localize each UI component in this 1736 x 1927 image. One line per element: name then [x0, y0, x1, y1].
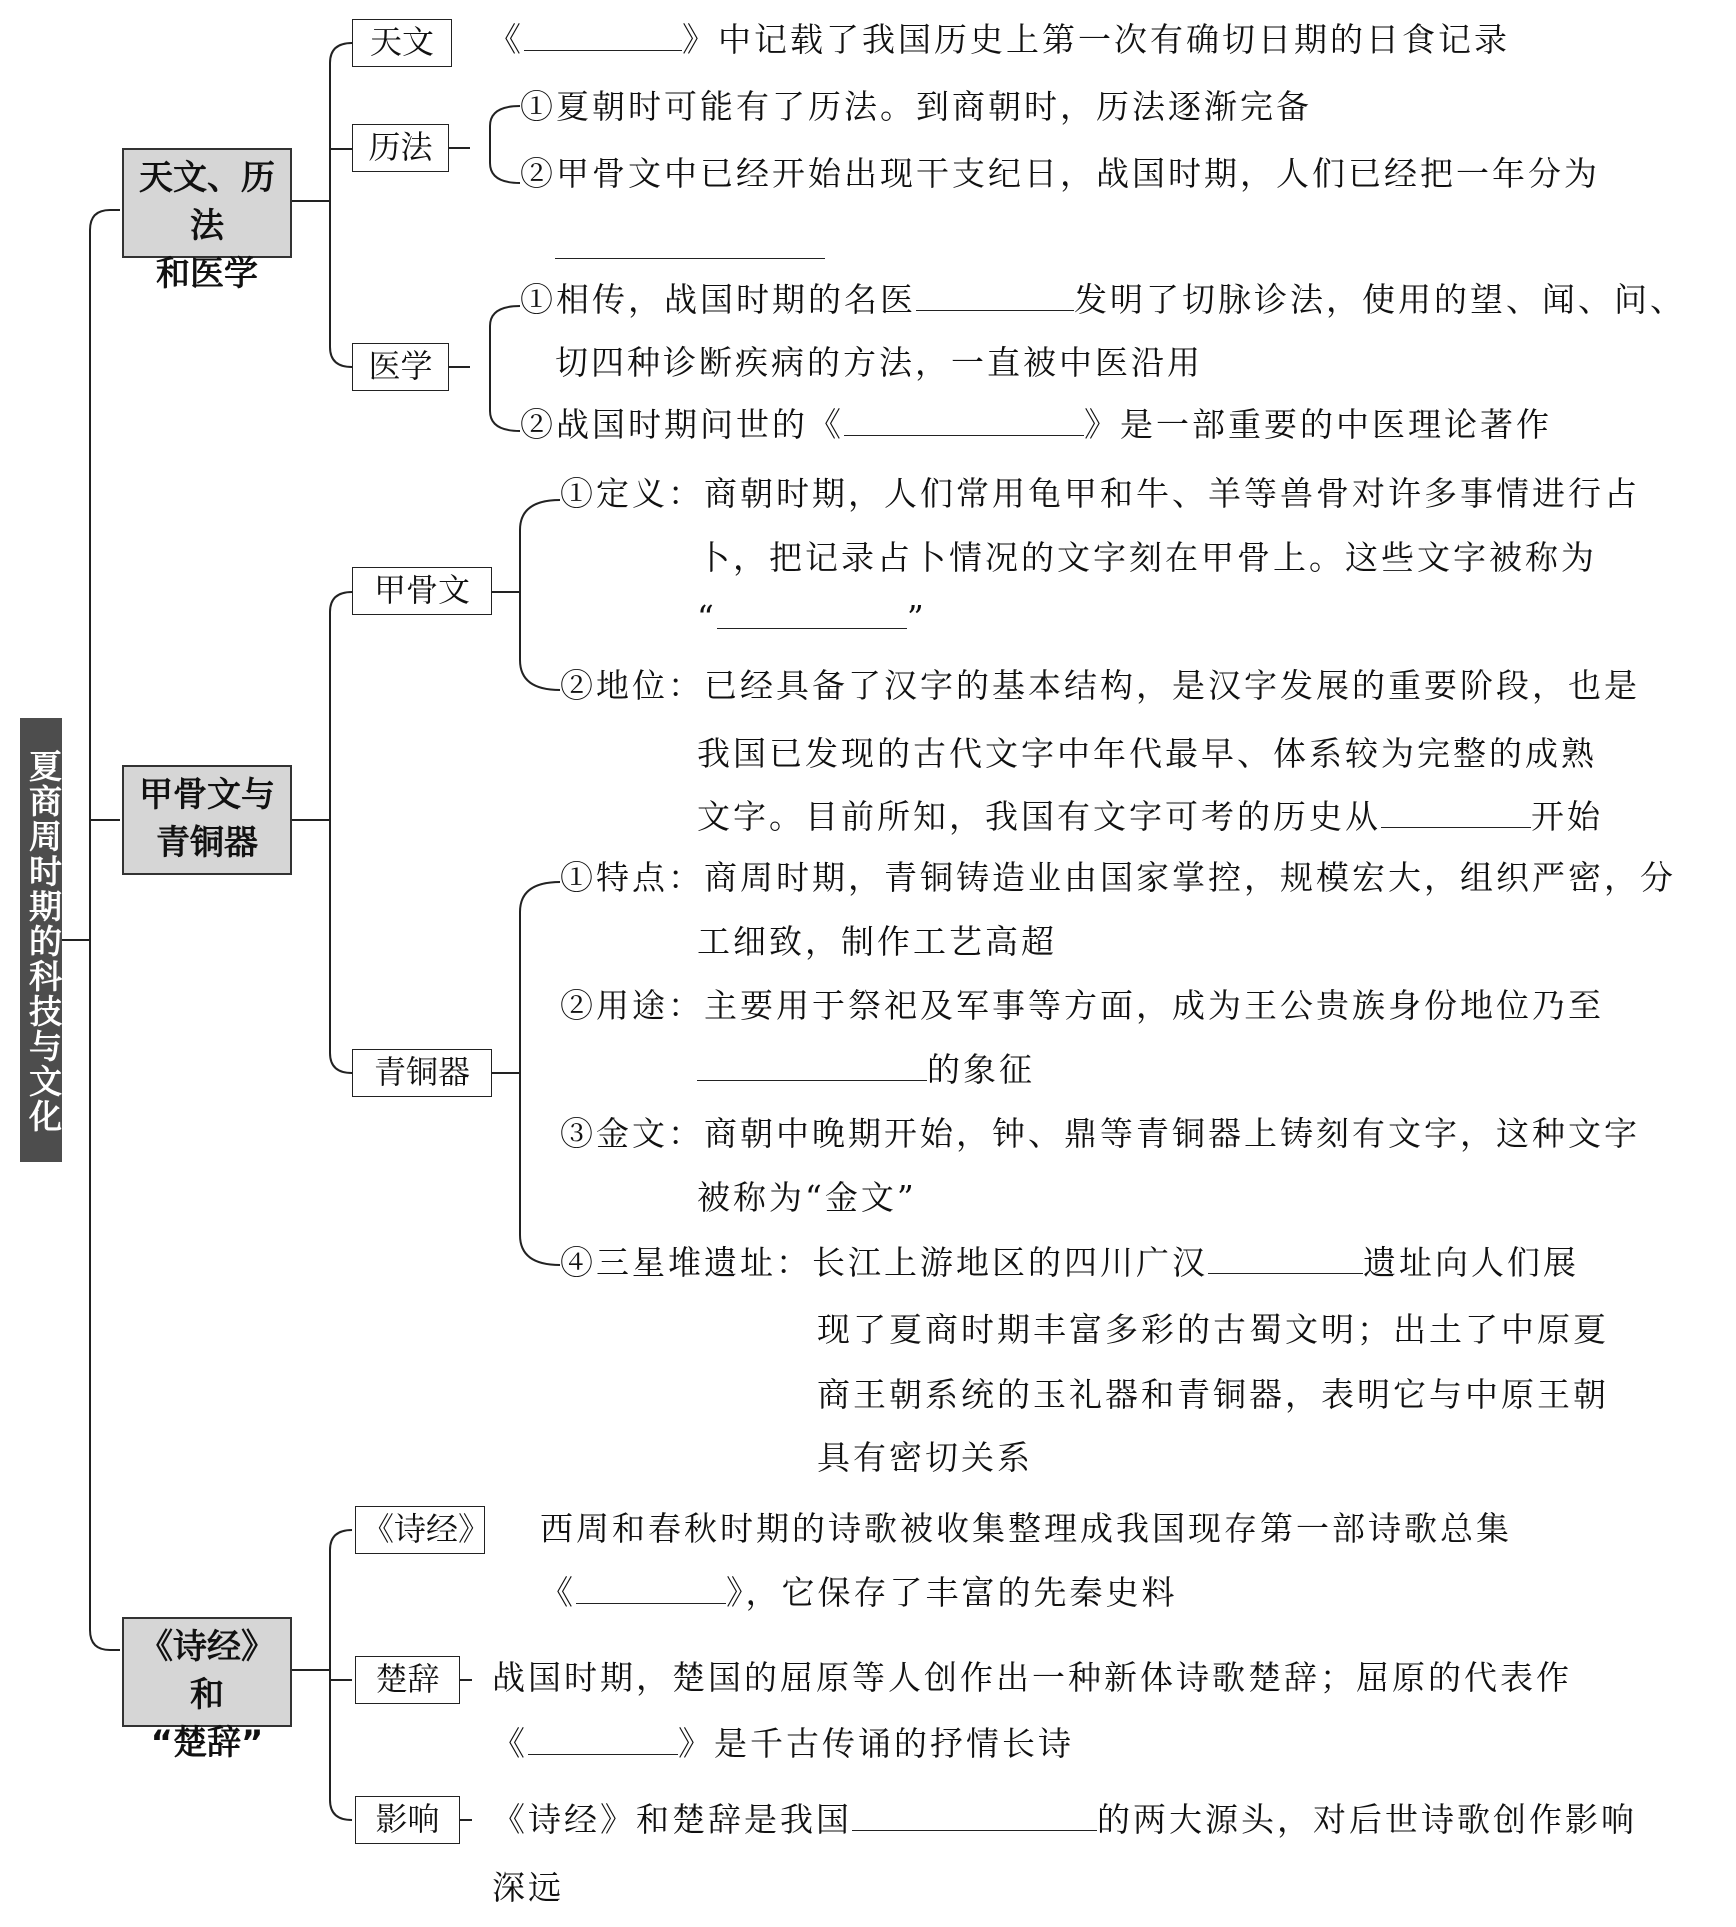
leaf-chuci: 楚辞 [355, 1656, 460, 1704]
text-part: 遗址向人们展 [1363, 1243, 1579, 1282]
shijing-line-2 [540, 1575, 1178, 1611]
branch-label-line1: 天文、历法 [139, 158, 275, 246]
shijing-line-1: 西周和春秋时期的诗歌被收集整理成我国现存第一部诗歌总集 [540, 1509, 1512, 1548]
fill-blank [852, 1802, 1097, 1831]
leaf-medicine: 医学 [352, 343, 449, 391]
oracle-definition-2: 卜，把记录占卜情况的文字刻在甲骨上。这些文字被称为 [697, 538, 1597, 577]
branch-shijing-chuci [122, 1617, 292, 1763]
text-part: 开始 [1531, 797, 1603, 836]
calendar-item-1: ①夏朝时可能有了历法。到商朝时，历法逐渐完备 [520, 87, 1312, 126]
leaf-shijing: 《诗经》 [355, 1506, 485, 1554]
item-head: ③金文： [560, 1114, 704, 1153]
branch-label-line2: 青铜器 [156, 823, 258, 863]
item-head: ①定义： [560, 474, 704, 513]
text-part: 》中记载了我国历史上第一次有确切日期的日食记录 [682, 20, 1510, 59]
fill-blank [717, 600, 907, 629]
text-part: 《 [540, 1573, 576, 1612]
text-part: 文字。目前所知，我国有文字可考的历史从 [697, 797, 1381, 836]
text-part: 已经具备了汉字的基本结构，是汉字发展的重要阶段，也是 [704, 666, 1640, 705]
branch-label-line2: 和医学 [156, 254, 258, 294]
calendar-blank-line [555, 230, 825, 266]
oracle-definition-1 [560, 476, 1640, 512]
text-part: 》是一部重要的中医理论著作 [1084, 405, 1552, 444]
bronze-uses-2 [697, 1052, 1035, 1088]
oracle-status-2: 我国已发现的古代文字中年代最早、体系较为完整的成熟 [697, 734, 1597, 773]
chuci-line-2 [492, 1726, 1074, 1762]
branch-label-line2: “楚辞” [150, 1723, 264, 1763]
text-part: ①相传，战国时期的名医 [520, 280, 916, 319]
text-part: “ [697, 598, 717, 637]
bronze-jinwen-1 [560, 1116, 1640, 1152]
text-part: 的两大源头，对后世诗歌创作影响 [1097, 1800, 1637, 1839]
sanxingdui-3: 商王朝系统的玉礼器和青铜器，表明它与中原王朝 [817, 1375, 1609, 1414]
bronze-uses-1 [560, 988, 1604, 1024]
medicine-item-2 [520, 407, 1552, 443]
sanxingdui-1 [560, 1245, 1579, 1281]
branch-oracle-bronze [122, 765, 292, 875]
text-part: 《诗经》和楚辞是我国 [492, 1800, 852, 1839]
fill-blank [1208, 1245, 1363, 1274]
influence-line-2: 深远 [492, 1868, 564, 1907]
fill-blank [576, 1575, 726, 1604]
leaf-bronze: 青铜器 [352, 1049, 492, 1097]
text-part: 发明了切脉诊法，使用的望、闻、问、 [1074, 280, 1686, 319]
item-head: ①特点： [560, 858, 704, 897]
text-part: 商朝中晚期开始，钟、鼎等青铜器上铸刻有文字，这种文字 [704, 1114, 1640, 1153]
text-part: 主要用于祭祀及军事等方面，成为王公贵族身份地位乃至 [704, 986, 1604, 1025]
fill-blank [1381, 799, 1531, 828]
chuci-line-1: 战国时期，楚国的屈原等人创作出一种新体诗歌楚辞；屈原的代表作 [492, 1658, 1572, 1697]
root-topic: 夏商周时期的科技与文化 [20, 718, 62, 1162]
text-part: 》是千古传诵的抒情长诗 [678, 1724, 1074, 1763]
calendar-item-2: ②甲骨文中已经开始出现干支纪日，战国时期，人们已经把一年分为 [520, 154, 1600, 193]
influence-line-1 [492, 1802, 1637, 1838]
item-head: ②用途： [560, 986, 704, 1025]
bronze-jinwen-2: 被称为“金文” [697, 1178, 917, 1217]
bronze-features-2: 工细致，制作工艺高超 [697, 922, 1057, 961]
text-part: 《 [492, 1724, 528, 1763]
text-part: 《 [488, 20, 524, 59]
branch-label-line1: 甲骨文与 [139, 775, 275, 815]
item-head: ②地位： [560, 666, 704, 705]
branch-astronomy-calendar-medicine [122, 148, 292, 294]
text-part: 商周时期，青铜铸造业由国家掌控，规模宏大，组织严密，分 [704, 858, 1676, 897]
item-head: ④三星堆遗址： [560, 1243, 812, 1282]
fill-blank [697, 1052, 927, 1081]
text-part: 的象征 [927, 1050, 1035, 1089]
fill-blank [555, 230, 825, 259]
fill-blank [524, 22, 682, 51]
astronomy-text [488, 22, 1510, 58]
leaf-oracle-bones: 甲骨文 [352, 567, 492, 615]
text-part: 商朝时期，人们常用龟甲和牛、羊等兽骨对许多事情进行占 [704, 474, 1640, 513]
text-part: ” [906, 598, 927, 637]
branch-label-line1: 《诗经》和 [139, 1627, 275, 1715]
sanxingdui-4: 具有密切关系 [817, 1438, 1033, 1477]
sanxingdui-2: 现了夏商时期丰富多彩的古蜀文明；出土了中原夏 [817, 1310, 1609, 1349]
text-part: ②战国时期问世的《 [520, 405, 844, 444]
fill-blank [916, 282, 1074, 311]
text-part: 长江上游地区的四川广汉 [812, 1243, 1208, 1282]
fill-blank [528, 1726, 678, 1755]
bronze-features-1 [560, 860, 1676, 896]
fill-blank [844, 407, 1084, 436]
medicine-item-1-cont: 切四种诊断疾病的方法，一直被中医沿用 [555, 343, 1203, 382]
oracle-status-3 [697, 799, 1603, 835]
leaf-influence: 影响 [355, 1796, 460, 1844]
medicine-item-1 [520, 282, 1686, 318]
oracle-status-1 [560, 668, 1640, 704]
leaf-astronomy: 天文 [352, 19, 452, 67]
leaf-calendar: 历法 [352, 124, 449, 172]
text-part: 》，它保存了丰富的先秦史料 [726, 1573, 1178, 1612]
oracle-definition-3 [697, 600, 927, 636]
